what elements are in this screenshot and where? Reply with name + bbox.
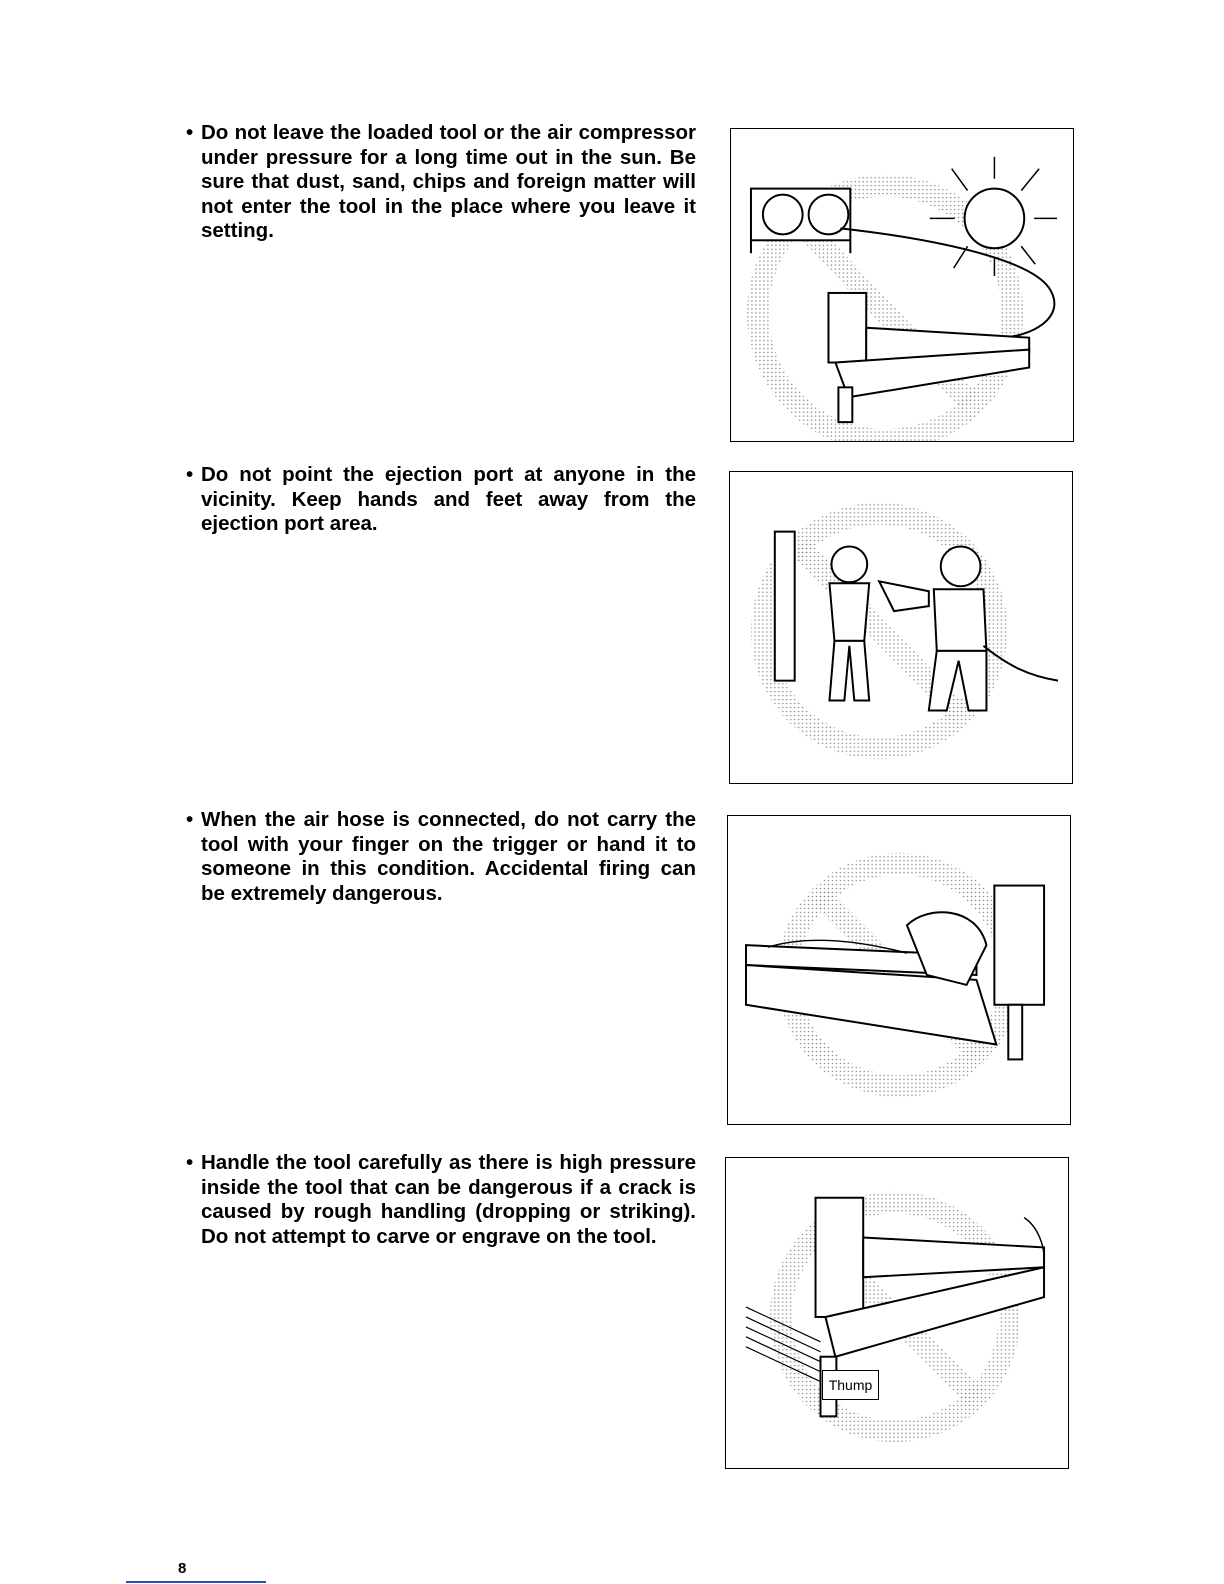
warning-text: Do not point the ejection port at anyone in the vicinity. Keep hands and feet away from the ejection port area. — [201, 463, 696, 535]
warning-text: When the air hose is connected, do not carry the tool with your finger on the trigger or hand it to someone in this condition. Accidental firing can be extremely dangerous. — [201, 808, 696, 905]
hand-trigger-icon — [728, 816, 1070, 1124]
thump-label: Thump — [822, 1370, 879, 1400]
illustration-dropping — [725, 1157, 1069, 1469]
bullet: • — [186, 1151, 194, 1174]
warning-text: Do not leave the loaded tool or the air compressor under pressure for a long time out in the sun. Be sure that dust, sand, chips and foreign matter will not enter the tool in the place where you leave it setting. — [201, 121, 696, 242]
dropped-tool-icon — [726, 1158, 1068, 1468]
illustration-sun-exposure — [730, 128, 1074, 442]
sun-compressor-icon — [731, 129, 1073, 441]
bullet: • — [186, 121, 194, 144]
page-number: 8 — [178, 1560, 187, 1577]
warning-item-rough-handling — [188, 1151, 696, 1249]
workers-icon — [730, 472, 1072, 783]
bullet: • — [186, 808, 194, 831]
warning-item-ejection-port — [188, 463, 696, 537]
warning-text: Handle the tool carefully as there is high pressure inside the tool that can be dangerous if a crack is caused by rough handling (dropping or striking). Do not attempt to carve or engrave on the tool. — [201, 1151, 696, 1248]
warning-item-trigger — [188, 808, 696, 906]
illustration-carry-trigger — [727, 815, 1071, 1125]
bullet: • — [186, 463, 194, 486]
footer-rule — [126, 1581, 266, 1583]
warning-item-sun — [188, 121, 696, 244]
illustration-ejection-port — [729, 471, 1073, 784]
